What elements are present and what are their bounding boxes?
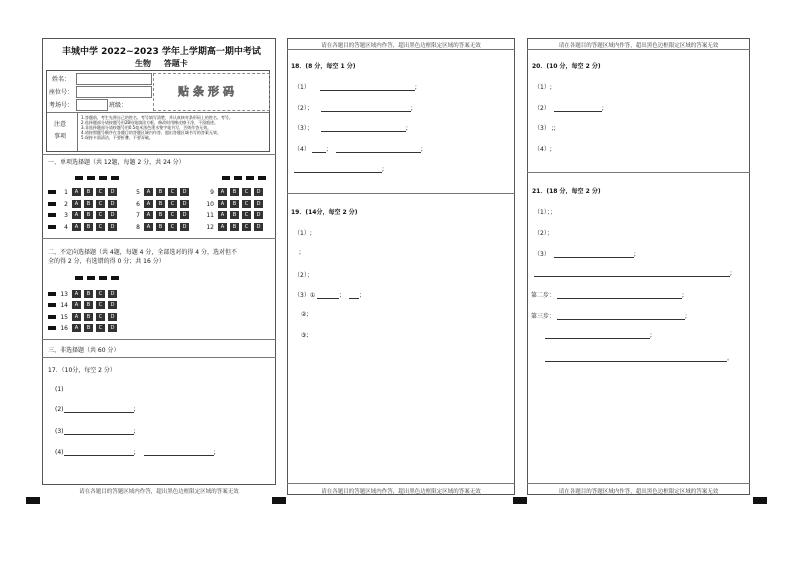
mc-row — [58, 223, 120, 231]
answer-line[interactable] — [317, 298, 339, 299]
divider — [42, 339, 276, 340]
divider — [527, 483, 750, 484]
answer-line[interactable] — [349, 298, 359, 299]
option-a[interactable]: A — [72, 211, 81, 219]
mc-row — [204, 188, 266, 196]
area-notice-footer: 请在各题目的答题区域内作答，超出黑色边框限定区域的答案无效 — [321, 489, 481, 495]
marker — [222, 176, 230, 180]
answer-line[interactable] — [64, 434, 134, 435]
marker — [87, 176, 95, 180]
mc-row — [58, 188, 120, 196]
option-b[interactable]: B — [84, 223, 93, 231]
row-marker — [48, 213, 56, 217]
option-d[interactable]: D — [254, 211, 263, 219]
q19-item-3b: ②; — [301, 311, 309, 318]
question-number: 16 — [60, 324, 68, 332]
option-a[interactable]: A — [72, 301, 81, 309]
option-d[interactable]: D — [108, 313, 117, 321]
question-number: 14 — [60, 301, 68, 309]
answer-line[interactable] — [336, 152, 421, 153]
area-notice-header: 请在各题目的答题区域内作答，超出黑色边框限定区域的答案无效 — [321, 43, 481, 49]
q20-item-1: （1）; — [534, 84, 552, 91]
option-d[interactable]: D — [254, 223, 263, 231]
marker — [234, 176, 242, 180]
q21-line-2: 。 — [545, 353, 733, 362]
option-c[interactable]: C — [168, 200, 177, 208]
q17-item-2: (2) ; — [55, 406, 136, 413]
option-c[interactable]: C — [168, 223, 177, 231]
seat-label: 座位号： — [49, 89, 74, 96]
q17-item-4: (4) ; ; — [55, 449, 216, 456]
option-d[interactable]: D — [180, 211, 189, 219]
option-b[interactable]: B — [156, 223, 165, 231]
exam-title: 丰城中学 2022~2023 学年上学期高一期中考试 — [62, 47, 261, 57]
q17-item-3: (3) ; — [55, 428, 136, 435]
q18-item-4: （4） ； ; — [294, 146, 423, 153]
option-b[interactable]: B — [84, 290, 93, 298]
option-b[interactable]: B — [230, 211, 239, 219]
row-marker — [48, 315, 56, 319]
mc-row — [130, 188, 192, 196]
option-c[interactable]: C — [96, 301, 105, 309]
marker — [111, 176, 119, 180]
answer-line[interactable] — [545, 361, 727, 362]
option-c[interactable]: C — [242, 188, 251, 196]
mc-row — [130, 223, 192, 231]
subject-label — [135, 58, 188, 69]
option-b[interactable]: B — [84, 313, 93, 321]
option-d[interactable]: D — [108, 324, 117, 332]
option-b[interactable]: B — [84, 188, 93, 196]
divider — [42, 238, 276, 239]
q19-item-3: （3）① ； ； — [294, 292, 366, 299]
answer-line[interactable] — [545, 338, 650, 339]
section2-title-line2: 全的得 2 分，有选错的得 0 分；共 16 分） — [48, 258, 165, 265]
question-number: 2 — [64, 200, 68, 208]
marker — [111, 276, 119, 280]
mc-row — [58, 290, 120, 298]
section3-title: 三、非选择题（共 60 分） — [48, 347, 120, 354]
option-d[interactable]: D — [254, 188, 263, 196]
question-number: 8 — [136, 223, 140, 231]
q21-extra: ; — [534, 270, 732, 277]
question-number: 11 — [206, 211, 214, 219]
option-d[interactable]: D — [108, 211, 117, 219]
option-b[interactable]: B — [230, 188, 239, 196]
row-marker — [48, 202, 56, 206]
row-marker — [48, 303, 56, 307]
question-number: 4 — [64, 223, 68, 231]
notice-text — [81, 115, 267, 140]
question-number: 9 — [210, 188, 214, 196]
option-c[interactable]: C — [96, 188, 105, 196]
q21-line-1: ; — [545, 332, 652, 339]
question-number: 3 — [64, 211, 68, 219]
answer-line[interactable] — [320, 90, 415, 91]
question-number: 7 — [136, 211, 140, 219]
option-a[interactable]: A — [72, 313, 81, 321]
mc-row — [204, 223, 266, 231]
option-d[interactable]: D — [108, 301, 117, 309]
answer-line[interactable] — [534, 276, 730, 277]
q19-item-2: （2）； — [294, 272, 313, 279]
notice-line: 3.非选择题部分请按题号用0.5毫米黑色墨水签字笔书写，否则作答无效。 — [81, 125, 212, 130]
option-a[interactable]: A — [72, 223, 81, 231]
marker — [246, 176, 254, 180]
option-b[interactable]: B — [84, 200, 93, 208]
option-c[interactable]: C — [96, 290, 105, 298]
card-label: 答题卡 — [163, 59, 188, 68]
option-c[interactable]: C — [96, 313, 105, 321]
option-a[interactable]: A — [72, 188, 81, 196]
answer-line[interactable] — [64, 455, 134, 456]
answer-line[interactable] — [557, 298, 682, 299]
subject: 生物 — [135, 59, 151, 68]
option-a[interactable]: A — [144, 200, 153, 208]
option-d[interactable]: D — [108, 223, 117, 231]
q20-item-3: （3） ;; — [534, 125, 556, 132]
name-label: 姓名： — [52, 76, 71, 83]
registration-mark — [272, 497, 286, 504]
mc-row — [58, 211, 120, 219]
q17-item-1: (1) — [55, 386, 64, 393]
answer-line[interactable] — [554, 257, 634, 258]
mc-row — [58, 324, 120, 332]
option-c[interactable]: C — [96, 223, 105, 231]
question-number: 13 — [60, 290, 68, 298]
mc-row — [130, 200, 192, 208]
option-d[interactable]: D — [108, 290, 117, 298]
option-a[interactable]: A — [144, 211, 153, 219]
notice-vdivider — [77, 112, 78, 151]
q21-step3: 第三步： ; — [531, 313, 688, 320]
name-field[interactable] — [76, 73, 152, 85]
row-marker — [48, 326, 56, 330]
option-b[interactable]: B — [230, 223, 239, 231]
q18-item-3: （3）； ; — [294, 125, 408, 132]
notice-label-1: 注意 — [54, 121, 67, 128]
question-number: 1 — [64, 188, 68, 196]
option-a[interactable]: A — [218, 188, 227, 196]
marker — [258, 176, 266, 180]
option-a[interactable]: A — [144, 223, 153, 231]
answer-line[interactable] — [321, 131, 406, 132]
q19-item-3c: ③; — [301, 332, 309, 339]
notice-line: 5.保持卡面清洁，不要折叠、不要弄破。 — [81, 135, 153, 140]
mc-row — [204, 211, 266, 219]
q19-item-1: （1）; — [294, 230, 312, 237]
divider — [527, 172, 750, 173]
q21-step2: 第二步： ; — [531, 292, 685, 299]
divider — [287, 483, 515, 484]
option-d[interactable]: D — [180, 188, 189, 196]
divider — [287, 49, 515, 50]
q19-title: 19．(14分，每空 2 分) — [291, 209, 358, 216]
option-a[interactable]: A — [144, 188, 153, 196]
mc-row — [58, 313, 120, 321]
mc-row — [204, 200, 266, 208]
option-b[interactable]: B — [84, 301, 93, 309]
option-c[interactable]: C — [242, 200, 251, 208]
answer-line[interactable] — [294, 172, 382, 173]
option-d[interactable]: D — [108, 200, 117, 208]
option-c[interactable]: C — [96, 200, 105, 208]
notice-line: 4.请按照题号顺序在各题目的答题区域内作答，超出答题区域书写的答案无效。 — [81, 130, 221, 135]
option-c[interactable]: C — [96, 324, 105, 332]
q19-item-1b: ; — [299, 249, 302, 256]
option-b[interactable]: B — [156, 211, 165, 219]
mc-row — [130, 211, 192, 219]
q21-title: 21．(18 分，每空 2 分) — [532, 188, 601, 195]
option-b[interactable]: B — [84, 324, 93, 332]
question-number: 5 — [136, 188, 140, 196]
option-c[interactable]: C — [96, 211, 105, 219]
option-a[interactable]: A — [72, 200, 81, 208]
barcode-label: 贴条形码 — [178, 85, 238, 98]
notice-line: 1.答题前，考生先将自己的姓名、考号填写清楚，并认真核对条形码上的姓名、考号。 — [81, 115, 233, 120]
q21-item-2: （2）； — [534, 230, 553, 237]
q18-item-2: （2）； ; — [294, 105, 413, 112]
divider — [287, 193, 515, 194]
option-d[interactable]: D — [108, 188, 117, 196]
option-c[interactable]: C — [168, 211, 177, 219]
marker — [75, 176, 83, 180]
option-a[interactable]: A — [72, 324, 81, 332]
area-notice-header: 请在各题目的答题区域内作答，超出黑色边框限定区域的答案无效 — [558, 43, 719, 49]
row-marker — [48, 292, 56, 296]
area-notice-footer: 请在各题目的答题区域内作答，超出黑色边框限定区域的答案无效 — [558, 489, 719, 495]
registration-mark — [513, 497, 527, 504]
area-notice-footer: 请在各题目的答题区域内作答，超出黑色边框限定区域的答案无效 — [79, 489, 239, 495]
notice-line: 2.选择题部分请按题号用2B铅笔填涂方框，修改时用橡皮擦干净，不留痕迹。 — [81, 120, 219, 125]
question-number: 6 — [136, 200, 140, 208]
exam-room-label: 考场号： — [49, 102, 74, 109]
notice-divider — [47, 112, 269, 113]
option-b[interactable]: B — [156, 200, 165, 208]
notice-label-2: 事项 — [54, 133, 67, 140]
registration-mark — [26, 497, 40, 504]
option-d[interactable]: D — [180, 223, 189, 231]
divider — [42, 357, 276, 358]
mc-row — [58, 301, 120, 309]
q18-item-1: （1） ; — [294, 84, 417, 91]
divider — [42, 154, 276, 155]
question-number: 10 — [206, 200, 214, 208]
registration-mark — [753, 497, 767, 504]
q20-item-4: （4）; — [534, 146, 552, 153]
divider — [527, 49, 750, 50]
option-b[interactable]: B — [156, 188, 165, 196]
q18-title: 18．(8 分，每空 1 分) — [291, 63, 356, 70]
row-marker — [48, 225, 56, 229]
row-marker — [48, 190, 56, 194]
option-d[interactable]: D — [254, 200, 263, 208]
answer-line[interactable] — [557, 319, 685, 320]
section2-title-line1: 二、不定向选择题（共 4题，每题 4 分，全部选对的得 4 分，选对但不 — [48, 249, 237, 256]
q18-item-extra: ; — [294, 166, 384, 173]
option-c[interactable]: C — [168, 188, 177, 196]
student-info-box — [46, 70, 270, 152]
q20-item-2: （2） ; — [534, 105, 604, 112]
answer-line[interactable] — [64, 412, 134, 413]
option-a[interactable]: A — [218, 223, 227, 231]
question-number: 15 — [60, 313, 68, 321]
barcode-area — [153, 73, 270, 111]
section1-title: 一、单项选择题（共 12题，每题 2 分，共 24 分） — [48, 159, 185, 166]
question-number: 12 — [206, 223, 214, 231]
option-b[interactable]: B — [230, 200, 239, 208]
q21-item-1: （1）；； — [534, 209, 556, 216]
marker — [99, 276, 107, 280]
option-a[interactable]: A — [218, 200, 227, 208]
answer-line[interactable] — [321, 111, 411, 112]
answer-line[interactable] — [312, 152, 326, 153]
q21-item-3: （3） ; — [534, 251, 636, 258]
marker — [75, 276, 83, 280]
option-c[interactable]: C — [242, 223, 251, 231]
q20-title: 20．(10 分，每空 2 分) — [532, 63, 601, 70]
q17-title: 17．（10分，每空 2 分） — [48, 367, 116, 374]
marker — [87, 276, 95, 280]
answer-line[interactable] — [144, 455, 214, 456]
exam-room-field[interactable] — [76, 99, 108, 111]
option-a[interactable]: A — [218, 211, 227, 219]
seat-field[interactable] — [76, 86, 152, 98]
answer-line[interactable] — [554, 111, 602, 112]
marker — [99, 176, 107, 180]
mc-row — [58, 200, 120, 208]
class-label: 班级： — [109, 102, 128, 109]
option-a[interactable]: A — [72, 290, 81, 298]
option-d[interactable]: D — [180, 200, 189, 208]
option-b[interactable]: B — [84, 211, 93, 219]
option-c[interactable]: C — [242, 211, 251, 219]
